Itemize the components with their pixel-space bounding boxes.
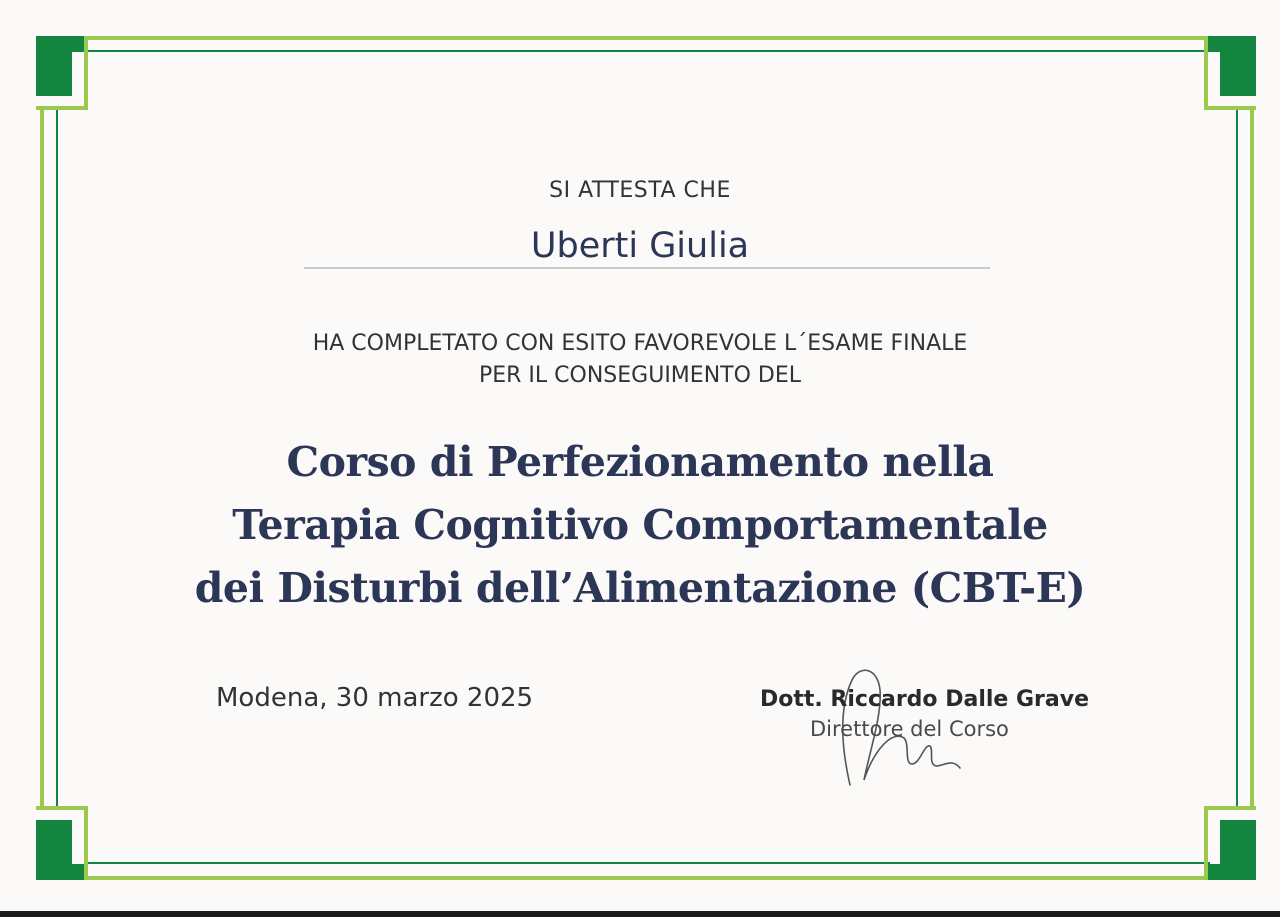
place-and-date: Modena, 30 marzo 2025 — [216, 683, 534, 713]
course-title-line3: dei Disturbi dell’Alimentazione (CBT-E) — [194, 564, 1086, 612]
frame-inner-top-border — [86, 50, 1210, 52]
bottom-edge-bar — [0, 911, 1280, 917]
completion-statement-line1: HA COMPLETATO CON ESITO FAVOREVOLE L´ESAME FINALE — [312, 331, 968, 356]
attestation-intro: SI ATTESTA CHE — [549, 178, 731, 203]
course-title-line2: Terapia Cognitivo Comportamentale — [232, 501, 1048, 549]
course-title-line1: Corso di Perfezionamento nella — [286, 438, 994, 486]
frame-bottom-border — [86, 876, 1210, 880]
frame-inner-bottom-border — [86, 862, 1210, 864]
recipient-name: Uberti Giulia — [530, 226, 750, 266]
director-name: Dott. Riccardo Dalle Grave — [760, 687, 1089, 712]
frame-top-border — [86, 36, 1210, 40]
director-role: Direttore del Corso — [810, 717, 1009, 741]
recipient-underline — [304, 267, 990, 269]
completion-statement-line2: PER IL CONSEGUIMENTO DEL — [478, 363, 801, 388]
